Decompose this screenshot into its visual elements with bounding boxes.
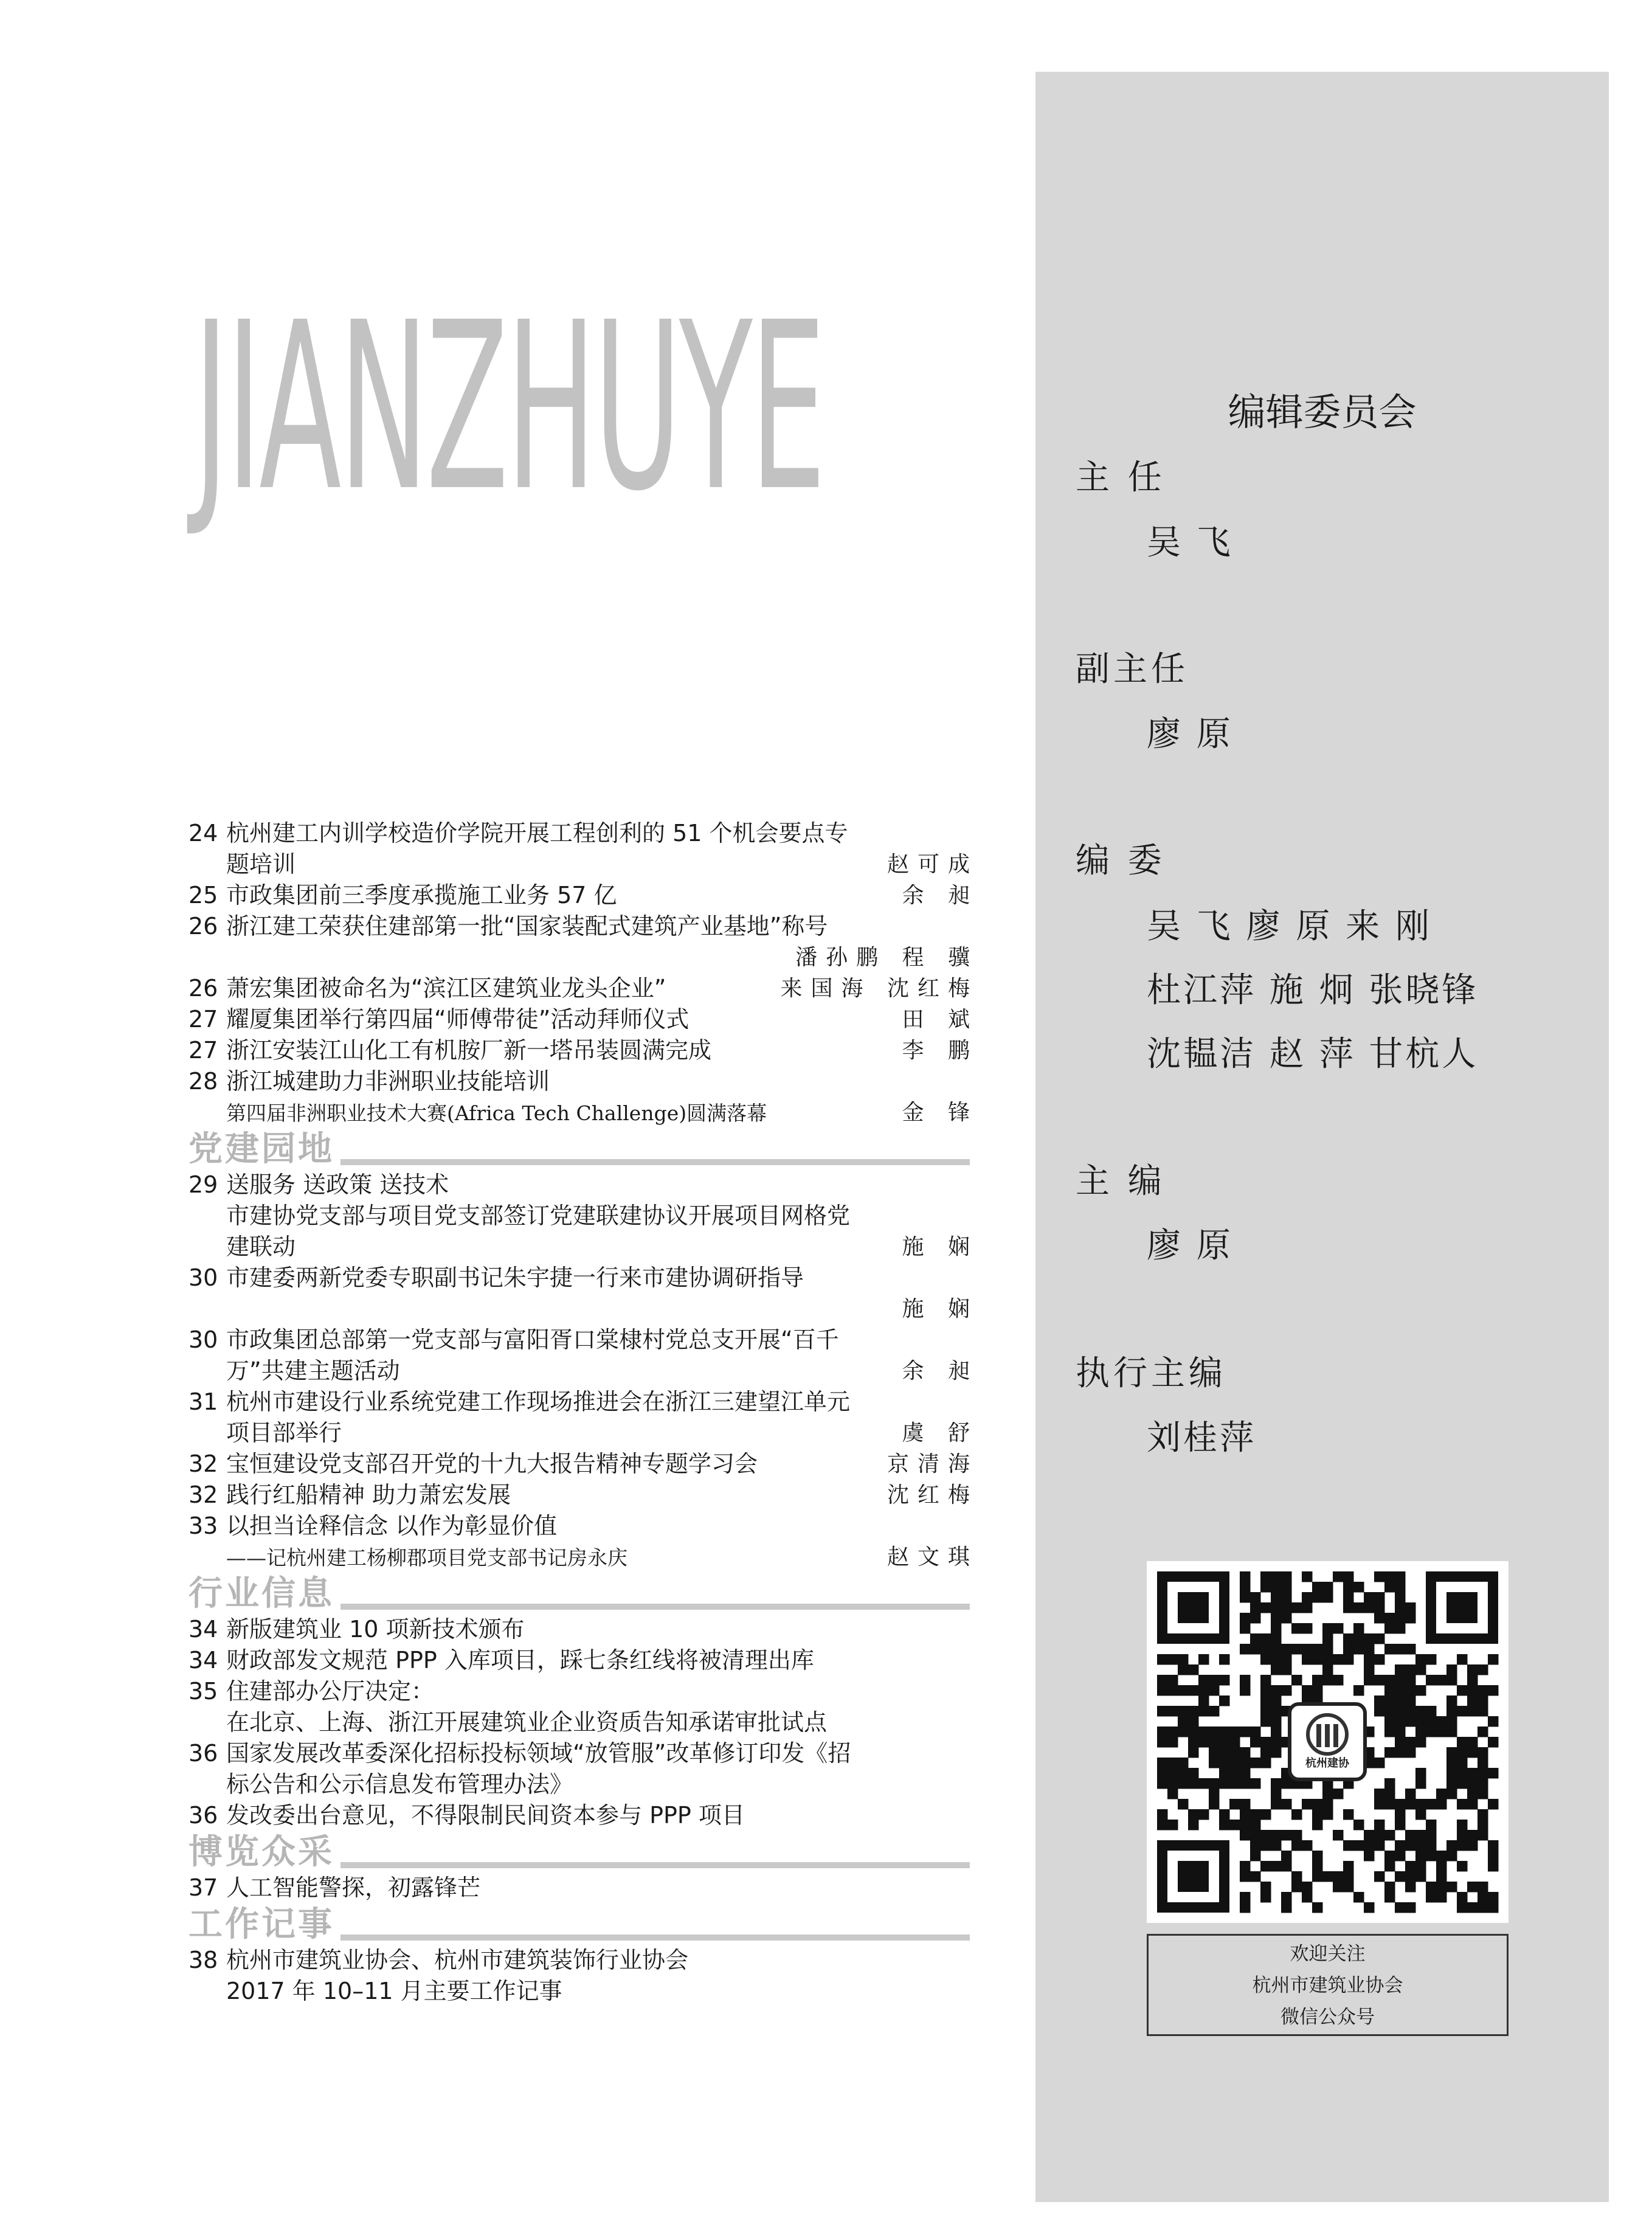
toc-entry (188, 1294, 978, 1325)
entry-title: 人工智能警探，初露锋芒 (226, 1874, 481, 1901)
entry-author: 金 锋 (902, 1100, 978, 1125)
entry-title: 浙江城建助力非洲职业技能培训 (226, 1068, 550, 1095)
section-title: 工作记事 (188, 1907, 340, 1943)
page-number: 31 (188, 1388, 218, 1415)
role-director: 主 任 (1076, 458, 1166, 497)
entry-title: 在北京、上海、浙江开展建筑业企业资质告知承诺审批试点 (226, 1709, 828, 1736)
entry-title: 市建委两新党委专职副书记朱宇捷一行来市建协调研指导 (226, 1264, 804, 1291)
qr-logo-text: 杭州建协 (1305, 1757, 1349, 1770)
toc-entry (188, 1511, 970, 1542)
entry-title: 萧宏集团被命名为“滨江区建筑业龙头企业” (226, 975, 666, 1002)
toc-entry (188, 1066, 970, 1097)
toc-entry (188, 1035, 978, 1066)
section-title: 行业信息 (188, 1576, 340, 1612)
page-number: 32 (188, 1481, 218, 1508)
entry-title: 市建协党支部与项目党支部签订党建联建协议开展项目网格党 (226, 1202, 851, 1229)
role-chief-editor: 主 编 (1076, 1162, 1166, 1201)
entry-author: 田 斌 (902, 1007, 978, 1032)
entry-title: 浙江建工荣获住建部第一批“国家装配式建筑产业基地”称号 (226, 913, 828, 940)
entry-title: 市政集团总部第一党支部与富阳胥口棠棣村党总支开展“百千 (226, 1326, 839, 1353)
entry-title: 第四届非洲职业技术大赛(Africa Tech Challenge)圆满落幕 (226, 1101, 767, 1125)
entry-author: 施 娴 (902, 1297, 978, 1321)
toc-entry (188, 1800, 970, 1831)
toc-entry (188, 818, 970, 849)
role-executive-editor: 执行主编 (1076, 1354, 1226, 1393)
toc-entry (188, 1872, 970, 1903)
entry-title: 国家发展改革委深化招标投标领域“放管服”改革修订印发《招 (226, 1740, 851, 1767)
page-number: 26 (188, 975, 218, 1002)
qr-caption-line-1: 欢迎关注 (1290, 1943, 1366, 1965)
toc-entry (188, 911, 970, 942)
toc-entry (188, 1449, 978, 1480)
section-header (188, 1576, 970, 1612)
entry-title: 新版建筑业 10 项新技术颁布 (226, 1616, 525, 1643)
toc-entry (188, 1418, 978, 1449)
toc-entry (188, 1707, 970, 1738)
page-number: 25 (188, 882, 218, 909)
page-number: 28 (188, 1068, 218, 1095)
entry-title: 践行红船精神 助力萧宏发展 (226, 1481, 511, 1508)
toc-entry (188, 1325, 970, 1356)
wechat-qr-code (1147, 1561, 1509, 1923)
toc-entry (188, 1676, 970, 1707)
entry-title: 万”共建主题活动 (226, 1357, 400, 1384)
name-members-line-3: 沈韫洁 赵 萍 甘杭人 (1147, 1034, 1479, 1074)
name-members-line-2: 杜江萍 施 炯 张晓锋 (1147, 971, 1479, 1010)
toc-entry (188, 1480, 978, 1511)
entry-title: 送服务 送政策 送技术 (226, 1171, 449, 1198)
toc-entry (188, 880, 978, 911)
toc-entry (188, 1169, 970, 1200)
qr-caption-box (1147, 1934, 1509, 2036)
toc-entry (188, 1262, 970, 1294)
entry-title: 浙江安装江山化工有机胺厂新一塔吊装圆满完成 (226, 1037, 712, 1064)
toc-entry (188, 1231, 978, 1262)
entry-author: 潘孙鹏 程 骥 (795, 945, 978, 970)
toc-entry (188, 1387, 970, 1418)
entry-title: 2017 年 10–11 月主要工作记事 (226, 1978, 562, 2004)
entry-title: 住建部办公厅决定： (226, 1678, 435, 1705)
entry-author: 余 昶 (902, 1359, 978, 1384)
toc-entry (188, 1097, 978, 1128)
entry-author: 余 昶 (902, 883, 978, 908)
toc-entry (188, 1769, 970, 1800)
entry-author: 京清海 (886, 1452, 978, 1477)
page-number: 37 (188, 1874, 218, 1901)
toc-entry (188, 1976, 970, 2007)
entry-title: 杭州建工内训学校造价学院开展工程创利的 51 个机会要点专 (226, 820, 848, 847)
entry-title: 耀厦集团举行第四届“师傅带徒”活动拜师仪式 (226, 1006, 689, 1033)
section-header (188, 1834, 970, 1871)
page-number: 34 (188, 1616, 218, 1643)
entry-author: 来国海 沈红梅 (780, 976, 978, 1001)
entry-title: 市政集团前三季度承揽施工业务 57 亿 (226, 882, 617, 909)
entry-author: 赵文琪 (886, 1545, 978, 1570)
entry-title: 杭州市建筑业协会、杭州市建筑装饰行业协会 (226, 1947, 689, 1973)
page-number: 27 (188, 1006, 218, 1033)
toc-entry (188, 1004, 978, 1035)
entry-title: 建联动 (226, 1233, 296, 1260)
page-number: 30 (188, 1326, 218, 1353)
page-number: 34 (188, 1647, 218, 1674)
name-deputy-director: 廖 原 (1147, 715, 1233, 754)
page-number: 35 (188, 1678, 218, 1705)
toc-entry (188, 1945, 970, 1976)
entry-title: 杭州市建设行业系统党建工作现场推进会在浙江三建望江单元 (226, 1388, 851, 1415)
masthead-title: JIANZHUYE (193, 272, 824, 542)
toc-entry (188, 1614, 970, 1645)
role-deputy-director: 副主任 (1076, 649, 1189, 689)
page-number: 36 (188, 1802, 218, 1829)
page-number: 27 (188, 1037, 218, 1064)
page-number: 24 (188, 820, 218, 847)
toc-entry (188, 1738, 970, 1769)
qr-center-logo (1288, 1702, 1367, 1781)
editorial-board-panel (1035, 72, 1609, 2202)
section-title: 博览众采 (188, 1834, 340, 1871)
role-editorial-members: 编 委 (1076, 841, 1166, 881)
entry-author: 沈红梅 (886, 1483, 978, 1508)
committee-title: 编辑委员会 (1228, 390, 1417, 434)
page-number: 26 (188, 913, 218, 940)
qr-caption-line-3: 微信公众号 (1280, 2006, 1375, 2028)
name-executive-editor: 刘桂萍 (1147, 1418, 1256, 1458)
qr-caption-line-2: 杭州市建筑业协会 (1252, 1975, 1403, 1997)
section-title: 党建园地 (188, 1131, 340, 1168)
entry-title: 项目部举行 (226, 1419, 342, 1446)
entry-author: 李 鹏 (902, 1038, 978, 1063)
name-chief-editor: 廖 原 (1147, 1226, 1233, 1266)
page-number: 38 (188, 1947, 218, 1973)
name-director: 吴 飞 (1147, 523, 1233, 563)
entry-title: 财政部发文规范 PPP 入库项目，踩七条红线将被清理出库 (226, 1647, 814, 1674)
page-number: 30 (188, 1264, 218, 1291)
entry-author: 赵可成 (886, 852, 978, 877)
section-header (188, 1907, 970, 1943)
association-logo-icon (1306, 1713, 1349, 1756)
toc-entry (188, 1542, 978, 1573)
entry-title: 发改委出台意见，不得限制民间资本参与 PPP 项目 (226, 1802, 745, 1829)
table-of-contents (188, 818, 978, 2007)
name-members-line-1: 吴 飞 廖 原 来 刚 (1147, 907, 1433, 946)
entry-title: 题培训 (226, 851, 296, 878)
entry-title: 宝恒建设党支部召开党的十九大报告精神专题学习会 (226, 1450, 758, 1477)
toc-entry (188, 973, 978, 1004)
toc-entry (188, 942, 978, 973)
toc-entry (188, 1200, 970, 1231)
page-number: 36 (188, 1740, 218, 1767)
section-header (188, 1131, 970, 1168)
entry-title: 以担当诠释信念 以作为彰显价值 (226, 1512, 558, 1539)
page-number: 33 (188, 1512, 218, 1539)
entry-author: 虞 舒 (902, 1421, 978, 1446)
entry-author: 施 娴 (902, 1235, 978, 1259)
entry-title: 标公告和公示信息发布管理办法》 (226, 1771, 573, 1798)
page-number: 29 (188, 1171, 218, 1198)
toc-entry (188, 1645, 970, 1676)
page-number: 32 (188, 1450, 218, 1477)
toc-entry (188, 1356, 978, 1387)
toc-entry (188, 849, 978, 880)
entry-title: ——记杭州建工杨柳郡项目党支部书记房永庆 (226, 1546, 627, 1570)
